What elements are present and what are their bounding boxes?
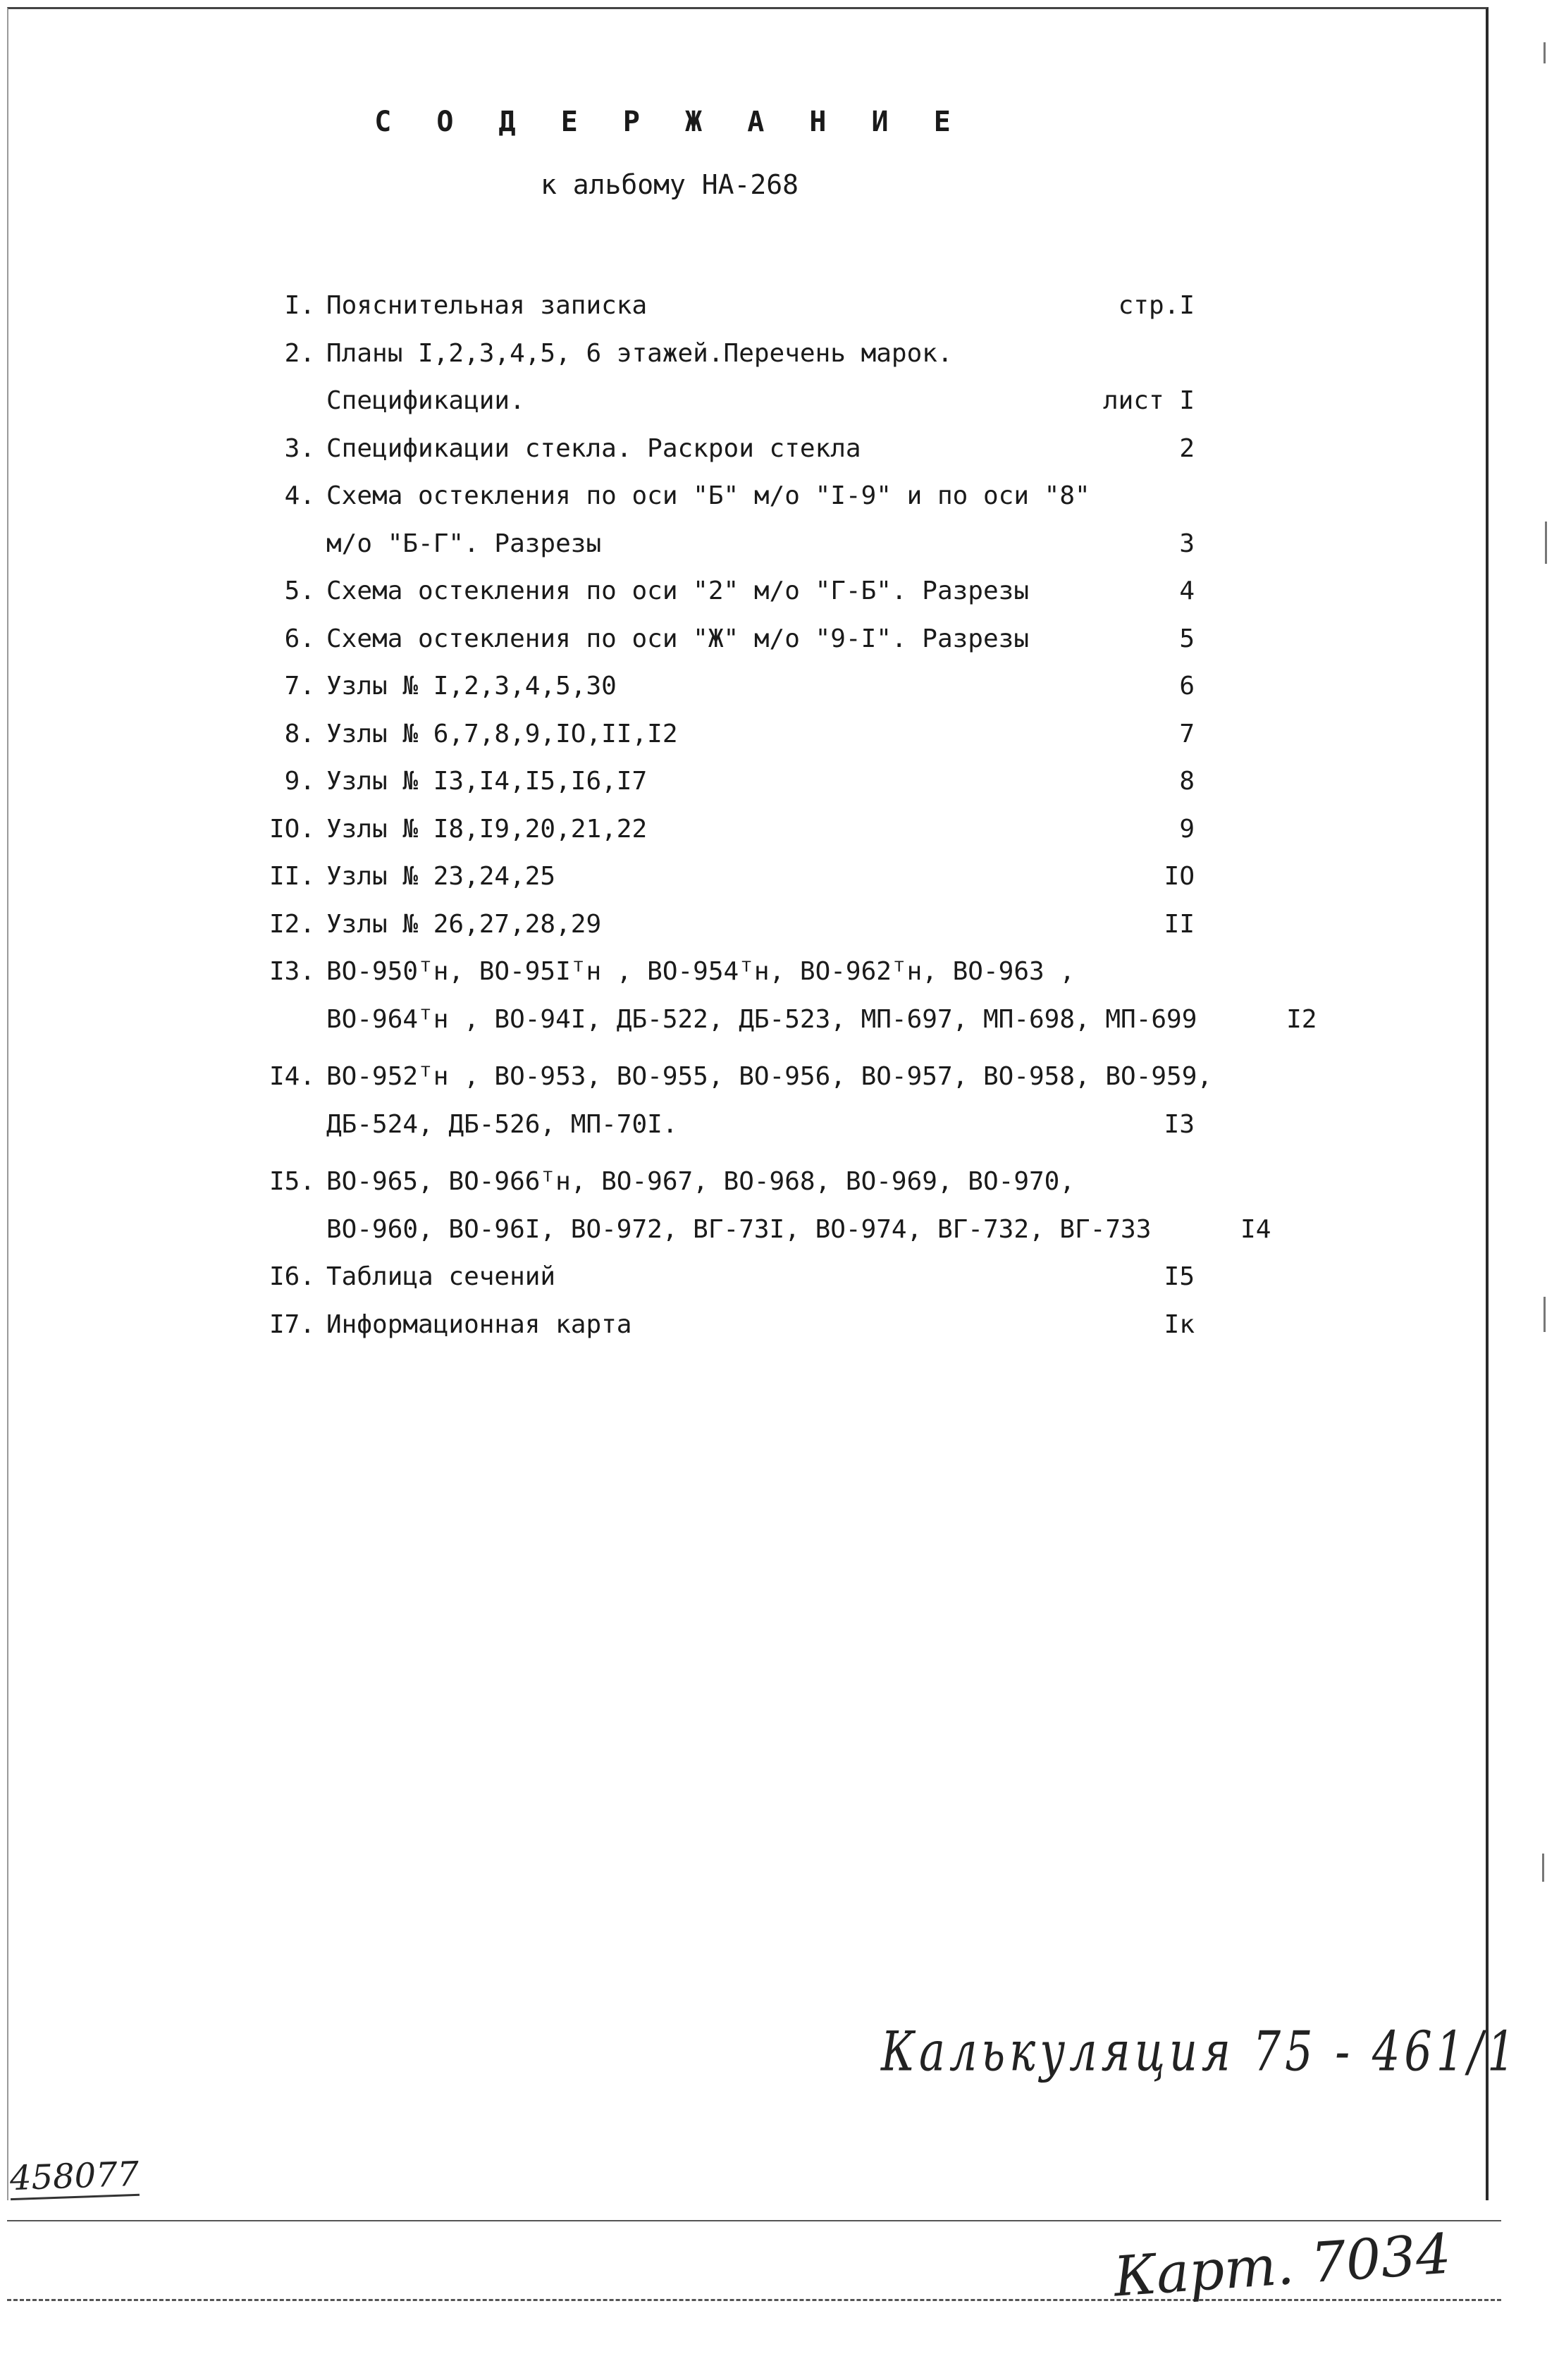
toc-entry-page: I5 bbox=[1164, 1262, 1195, 1291]
toc-entry-line bbox=[250, 758, 1195, 806]
toc-entry-title: Спецификации. bbox=[326, 386, 525, 415]
toc-entry-title: Узлы № I8,I9,20,21,22 bbox=[326, 814, 648, 844]
toc-entry-page: 2 bbox=[1179, 433, 1195, 463]
toc-entry-title: Таблица сечений bbox=[326, 1262, 556, 1291]
handwritten-inventory-number: 458077 bbox=[9, 2154, 140, 2200]
toc-entry-number: I4. bbox=[269, 1062, 315, 1091]
toc-entry-title: Спецификации стекла. Раскрои стекла bbox=[326, 433, 861, 463]
toc-entry-page bbox=[1212, 1053, 1332, 1101]
toc-entry-title: ВО-950ᵀн, ВО-95Iᵀн , ВО-954ᵀн, ВО-962ᵀн, ВО-963 , bbox=[326, 957, 1076, 986]
toc-entry-line bbox=[250, 330, 1195, 378]
toc-entry-line bbox=[250, 1301, 1195, 1349]
toc-entry-number bbox=[250, 1101, 323, 1149]
toc-entry-page bbox=[1075, 330, 1195, 378]
toc-entry-line bbox=[250, 901, 1195, 949]
toc-entry-number bbox=[250, 1206, 323, 1254]
toc-entry-line bbox=[250, 615, 1195, 663]
toc-entry-number bbox=[250, 996, 323, 1044]
toc-entry-line bbox=[250, 710, 1195, 758]
toc-entry-page: 9 bbox=[1179, 814, 1195, 844]
toc-entry-page: Iк bbox=[1164, 1309, 1195, 1339]
table-of-contents bbox=[250, 282, 1317, 1348]
toc-entry-title: ВО-965, ВО-966ᵀн, ВО-967, ВО-968, ВО-969, ВО-970, bbox=[326, 1167, 1076, 1196]
toc-entry-title: Планы I,2,3,4,5, 6 этажей.Перечень марок. bbox=[326, 338, 953, 368]
toc-entry-page: 7 bbox=[1179, 719, 1195, 748]
toc-entry-page: лист I bbox=[1102, 386, 1195, 415]
toc-entry-line bbox=[250, 425, 1195, 473]
handwritten-card-number: Карт. 7034 bbox=[1111, 2222, 1453, 2310]
toc-entry-number: IO. bbox=[269, 814, 315, 844]
toc-entry-line bbox=[250, 853, 1195, 901]
toc-entry-line bbox=[250, 806, 1195, 853]
toc-entry-page: 6 bbox=[1179, 672, 1195, 701]
toc-entry-page bbox=[1075, 1158, 1195, 1206]
toc-entry-title: ВО-960, ВО-96I, ВО-972, ВГ-73I, ВО-974, ВГ-732, ВГ-733 bbox=[326, 1214, 1152, 1244]
toc-entry-title: ДБ-524, ДБ-526, МП-70I. bbox=[326, 1109, 678, 1139]
edge-mark bbox=[1545, 522, 1547, 564]
toc-entry-number: 2. bbox=[284, 338, 315, 368]
toc-spacer bbox=[250, 1043, 1195, 1053]
toc-entry-line bbox=[250, 472, 1195, 520]
toc-list bbox=[250, 282, 1317, 1348]
toc-entry-title: ВО-952ᵀн , ВО-953, ВО-955, ВО-956, ВО-957, ВО-958, ВО-959, bbox=[326, 1062, 1213, 1091]
toc-entry-page bbox=[1075, 948, 1195, 996]
toc-entry-page: I3 bbox=[1164, 1109, 1195, 1139]
toc-entry-title: Информационная карта bbox=[326, 1309, 632, 1339]
stamp-rule-top bbox=[7, 2220, 1501, 2221]
toc-entry-number bbox=[250, 377, 323, 425]
toc-entry-line bbox=[250, 567, 1195, 615]
toc-entry-number: 8. bbox=[284, 719, 315, 748]
toc-entry-number: II. bbox=[269, 862, 315, 891]
toc-entry-line bbox=[250, 377, 1195, 425]
handwritten-calculation-note: Калькуляция 75 - 461/1 bbox=[881, 2019, 1520, 2084]
toc-entry-title: ВО-964ᵀн , ВО-94I, ДБ-522, ДБ-523, МП-697, МП-698, МП-699 bbox=[326, 1004, 1197, 1034]
toc-entry-line bbox=[250, 948, 1195, 996]
toc-entry-title: Узлы № I3,I4,I5,I6,I7 bbox=[326, 767, 648, 796]
document-subtitle: к альбому НА-268 bbox=[540, 169, 799, 200]
toc-entry-page: II bbox=[1164, 909, 1195, 939]
toc-entry-title: Узлы № 26,27,28,29 bbox=[326, 909, 602, 939]
toc-entry-title: Схема остекления по оси "Б" м/о "I-9" и по оси "8" bbox=[326, 481, 1090, 510]
toc-entry-title: Схема остекления по оси "Ж" м/о "9-I". Разрезы bbox=[326, 624, 1029, 653]
toc-entry-line bbox=[250, 520, 1195, 568]
toc-entry-page: 3 bbox=[1179, 529, 1195, 558]
toc-entry-page: 8 bbox=[1179, 767, 1195, 796]
toc-spacer bbox=[250, 1148, 1195, 1158]
toc-entry-title: Узлы № 6,7,8,9,IO,II,I2 bbox=[326, 719, 678, 748]
edge-mark bbox=[1542, 1854, 1544, 1882]
toc-entry-number: 9. bbox=[284, 767, 315, 796]
toc-entry-number: I. bbox=[284, 291, 315, 320]
toc-entry-page: 4 bbox=[1179, 576, 1195, 605]
toc-entry-number: I7. bbox=[269, 1309, 315, 1339]
toc-entry-number: 6. bbox=[284, 624, 315, 653]
toc-entry-page: 5 bbox=[1179, 624, 1195, 653]
toc-entry-page: стр.I bbox=[1118, 291, 1195, 320]
toc-entry-line bbox=[250, 996, 1317, 1044]
toc-entry-title: Схема остекления по оси "2" м/о "Г-Б". Разрезы bbox=[326, 576, 1029, 605]
toc-entry-line bbox=[250, 1206, 1271, 1254]
edge-mark bbox=[1543, 42, 1546, 63]
toc-entry-page: I4 bbox=[1240, 1214, 1271, 1244]
toc-entry-title: м/о "Б-Г". Разрезы bbox=[326, 529, 602, 558]
toc-entry-line bbox=[250, 1158, 1195, 1206]
toc-entry-page: IO bbox=[1164, 862, 1195, 891]
toc-entry-line bbox=[250, 282, 1195, 330]
edge-mark bbox=[1543, 1297, 1546, 1332]
toc-entry-number: 7. bbox=[284, 672, 315, 701]
toc-entry-number: 3. bbox=[284, 433, 315, 463]
toc-entry-line bbox=[250, 1101, 1195, 1149]
toc-entry-page: I2 bbox=[1286, 1004, 1317, 1034]
document-title: С О Д Е Р Ж А Н И Е bbox=[374, 106, 965, 138]
toc-entry-number: 5. bbox=[284, 576, 315, 605]
toc-entry-number: I3. bbox=[269, 957, 315, 986]
toc-entry-number: I5. bbox=[269, 1167, 315, 1196]
toc-entry-line bbox=[250, 662, 1195, 710]
toc-entry-number bbox=[250, 520, 323, 568]
stamp-rule-bottom bbox=[7, 2299, 1501, 2301]
toc-entry-number: I2. bbox=[269, 909, 315, 939]
toc-entry-title: Узлы № I,2,3,4,5,30 bbox=[326, 672, 617, 701]
toc-entry-line bbox=[250, 1253, 1195, 1301]
toc-entry-title: Пояснительная записка bbox=[326, 291, 648, 320]
toc-entry-number: 4. bbox=[284, 481, 315, 510]
toc-entry-page bbox=[1090, 472, 1210, 520]
toc-entry-title: Узлы № 23,24,25 bbox=[326, 862, 556, 891]
toc-entry-line bbox=[250, 1053, 1213, 1101]
toc-entry-number: I6. bbox=[269, 1262, 315, 1291]
